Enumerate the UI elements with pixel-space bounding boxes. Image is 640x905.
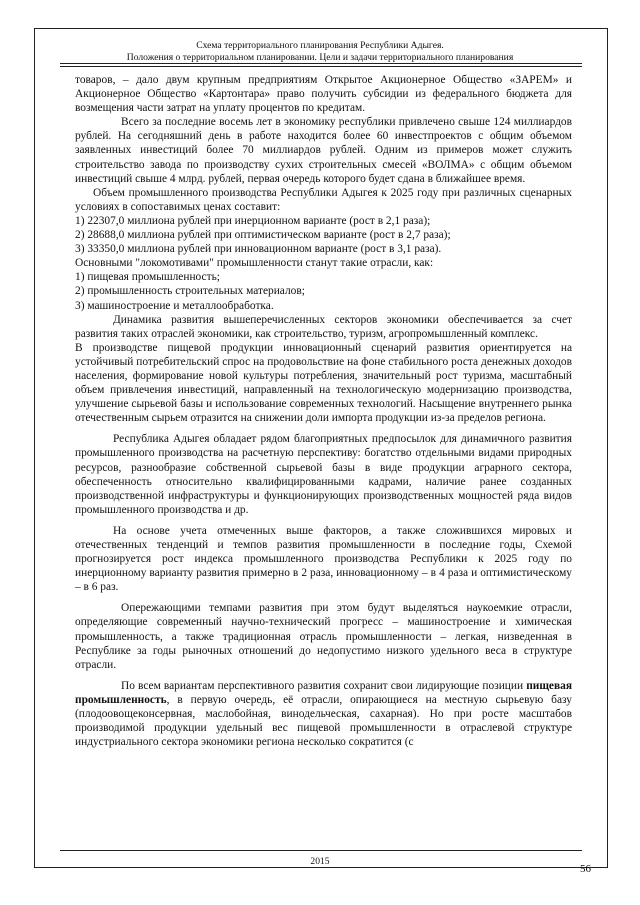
header-rule [60, 63, 582, 64]
paragraph: Динамика развития вышеперечисленных секторов экономики обеспечивается за счет развития таких отраслей экономики, как строительство, туризм, агропромышленный комплекс. [75, 313, 572, 340]
document-body [75, 73, 572, 749]
list-item: 1) пищевая промышленность; [75, 271, 220, 284]
paragraph: Республика Адыгея обладает рядом благоприятных предпосылок для динамичного развития промышленного производства на расчетную перспективу: богатство отдельными видами природных ресурсов, разнообразие собственной сырьевой базы в виде продукции аграрного сектора, обеспеченность относительно квалифицированными кадрами, наличие ранее созданных производственной инфраструктуры и функционирующих производственных мощностей ряда видов промышленного производства и др. [75, 433, 572, 516]
paragraph: Объем промышленного производства Республики Адыгея к 2025 году при различных сценарных условиях в сопоставимых ценах составит: [75, 186, 572, 213]
paragraph-lead: По всем вариантам перспективного развития сохранит свои лидирующие позиции [121, 679, 527, 692]
footer-year: 2015 [310, 856, 330, 867]
footer-rule [60, 850, 582, 851]
paragraph: В производстве пищевой продукции инновационный сценарий развития ориентируется на устойчивый потребительский спрос на продовольствие на фоне стабильного роста денежных доходов населения, формирование новой культуры потребления, значительный рост туризма, масштабный объем привлечения инвестиций, направленный на технологическую модернизацию производства, улучшение сырьевой базы и использование современных технологий. Насыщение внутреннего рынка отечественным сырьем отразится на снижении доли импорта продукции из-за пределов региона. [75, 341, 572, 425]
paragraph-rest: , в первую очередь, её отрасли, опирающиеся на местную сырьевую базу (плодоовощеконсервная, маслобойная, винодельческая, сахарная). Но при росте масштабов производимой продукции удельный вес пищевой промышленности в отраслевой структуре индустриального сектора экономики региона несколько сократится (с [75, 693, 572, 749]
list-item: 2) промышленность строительных материалов; [75, 285, 305, 298]
page-number: 56 [580, 863, 591, 875]
bold-term: пищевая промышленность [75, 679, 572, 706]
paragraph: товаров, – дало двум крупным предприятиям Открытое Акционерное Общество «ЗАРЕМ» и Акционерное Общество «Картонтара» право получить субсидии из федерального бюджета для возмещения части затрат на уплату процентов по кредитам. [75, 74, 572, 115]
paragraph [75, 679, 572, 749]
running-header [60, 40, 580, 64]
header-rule-double [60, 66, 582, 67]
paragraph: Основными "локомотивами" промышленности станут такие отрасли, как: [75, 257, 434, 270]
header-title: Схема территориального планирования Республики Адыгея. [196, 40, 444, 51]
paragraph: Опережающими темпами развития при этом будут выделяться наукоемкие отрасли, определяющие современный научно-технический прогресс – машиностроение и химическая промышленность, а также традиционная отрасль промышленности – легкая, низведенная в Республике за годы рыночных отношений до недопустимо низкого удельного веса в структуре отрасли. [75, 602, 572, 671]
list-item: 1) 22307,0 миллиона рублей при инерционном варианте (рост в 2,1 раза); [75, 214, 431, 227]
list-item: 3) 33350,0 миллиона рублей при инновационном варианте (рост в 3,1 раза). [75, 243, 442, 256]
list-item: 3) машиностроение и металлообработка. [75, 299, 274, 312]
paragraph: Всего за последние восемь лет в экономику республики привлечено свыше 124 миллиардов рублей. На сегодняшний день в работе находится более 60 инвестпроектов с общим объемом заявленных инвестиций более 70 миллиардов рублей. Одним из примеров может служить строительство завода по производству сухих строительных смесей «ВОЛМА» с общим объемом инвестиций свыше 4 млрд. рублей, первая очередь которого будет сдана в ближайшее время. [75, 116, 572, 185]
list-item: 2) 28688,0 миллиона рублей при оптимистическом варианте (рост в 2,7 раза); [75, 229, 451, 242]
header-subtitle: Положения о территориальном планировании. Цели и задачи территориального планирования [126, 52, 514, 63]
paragraph: На основе учета отмеченных выше факторов, а также сложившихся мировых и отечественных тенденций и темпов развития промышленности в последние годы, Схемой прогнозируется рост индекса промышленного производства Республики к 2025 году по инерционному варианту развития примерно в 2 раза, инновационному – в 4 раза и оптимистическому – в 6 раз. [75, 524, 572, 594]
